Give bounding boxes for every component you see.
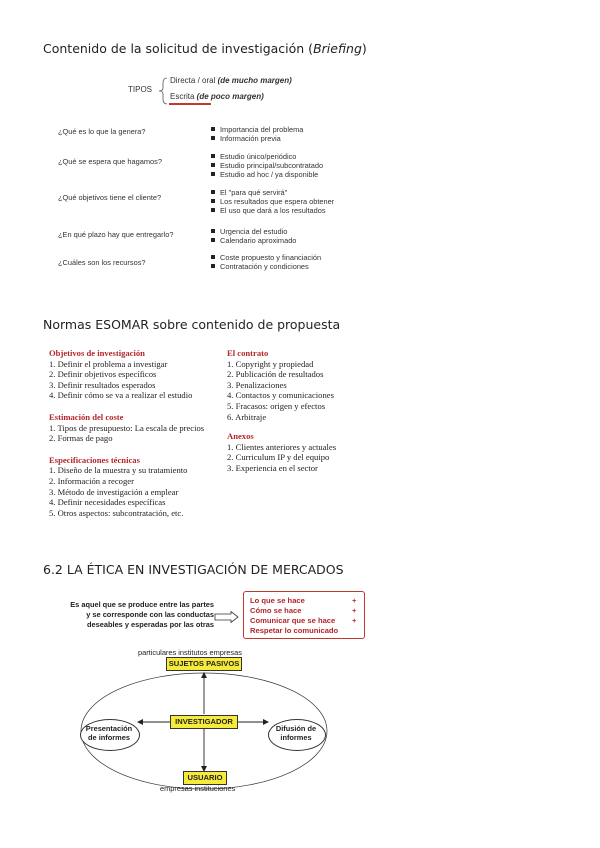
list-item [211, 262, 321, 271]
list-item-text: El uso que dará a los resultados [220, 206, 326, 215]
bottom-labels: empresas instituciones [160, 784, 236, 793]
tipos-underline [169, 103, 211, 105]
answer-list-2 [211, 152, 323, 179]
question-1: ¿Qué es lo que la genera? [58, 127, 146, 136]
list-item-text: Estudio ad hoc / ya disponible [220, 170, 319, 179]
tipos-label: TIPOS [128, 85, 153, 94]
list-item [211, 197, 334, 206]
list-item: 5. Otros aspectos: subcontratación, etc. [49, 507, 184, 518]
tipos-item-1-note: (de mucho margen) [217, 76, 292, 85]
question-3: ¿Qué objetivos tiene el cliente? [58, 193, 162, 202]
tipos-item-2 [170, 92, 264, 101]
definition-line: Es aquel que se produce entre las partes [70, 600, 214, 609]
sujetos-pasivos-box: SUJETOS PASIVOS [166, 657, 242, 671]
list-item: 2. Publicación de resultados [227, 369, 324, 380]
difusion-label [268, 724, 324, 742]
list-item-text: Información previa [220, 134, 281, 143]
list-item [211, 236, 296, 245]
section2-title: Normas ESOMAR sobre contenido de propuesta [43, 317, 341, 332]
esomar-heading-objetivos: Objetivos de investigación [49, 348, 145, 358]
section1-title-plain: Contenido de la solicitud de investigación ( [43, 41, 314, 56]
section1-title [43, 41, 367, 56]
esomar-left-column [49, 348, 204, 518]
list-item-text: Calendario aproximado [220, 236, 297, 245]
answer-list-1 [211, 125, 303, 143]
list-item-text: Coste propuesto y financiación [220, 253, 322, 262]
tipos-item-1 [170, 76, 292, 85]
plus-icon: + [352, 616, 357, 625]
list-item: 4. Definir cómo se va a realizar el estudio [49, 390, 193, 401]
esomar-right-column [227, 348, 336, 474]
list-item-text: Urgencia del estudio [220, 227, 288, 236]
ethics-box-lines [250, 596, 338, 636]
tipos-brace [157, 76, 171, 106]
section3-title: 6.2 LA ÉTICA EN INVESTIGACIÓN DE MERCADOS [43, 562, 344, 577]
node-line: Difusión de [275, 724, 317, 733]
list-item-text: Contratación y condiciones [220, 262, 309, 271]
list-item: 2. Definir objetivos específicos [49, 369, 157, 380]
list-item [211, 134, 303, 143]
tipos-item-2-text: Escrita [170, 92, 197, 101]
node-line: de informes [88, 733, 130, 742]
list-item [211, 188, 334, 197]
list-item: 1. Diseño de la muestra y su tratamiento [49, 465, 188, 476]
list-item: 4. Definir necesidades específicas [49, 497, 166, 508]
list-item: 4. Contactos y comunicaciones [227, 390, 334, 401]
tipos-item-1-text: Directa / oral [170, 76, 218, 85]
list-item [211, 125, 303, 134]
list-item: 2. Formas de pago [49, 433, 113, 444]
list-item-text: Importancia del problema [220, 125, 304, 134]
presentacion-label [80, 724, 138, 742]
list-item: 3. Penalizaciones [227, 379, 287, 390]
list-item: 3. Definir resultados esperados [49, 379, 156, 390]
esomar-heading-anexos: Anexos [227, 431, 254, 442]
list-item [211, 152, 323, 161]
double-arrow-icon [214, 611, 240, 623]
list-item-text: Estudio principal/subcontratado [220, 161, 324, 170]
answer-list-4 [211, 227, 296, 245]
ethics-line: Lo que se hace [250, 596, 305, 605]
list-item [211, 253, 321, 262]
list-item-text: Estudio único/periódico [220, 152, 297, 161]
node-line: Presentación [85, 724, 133, 733]
esomar-heading-especificaciones: Especificaciones técnicas [49, 454, 140, 465]
list-item: 5. Fracasos: origen y efectos [227, 400, 326, 411]
definition-line: deseables y esperadas por las otras [87, 620, 214, 629]
question-4: ¿En qué plazo hay que entregarlo? [58, 230, 174, 239]
usuario-box: USUARIO [183, 771, 227, 785]
list-item: 2. Curriculum IP y del equipo [227, 452, 330, 463]
plus-icon: + [352, 596, 357, 605]
tipos-item-2-note: (de poco margen) [196, 92, 264, 101]
ethics-line: Respetar lo comunicado [250, 626, 339, 635]
list-item: 6. Arbitraje [227, 411, 267, 422]
list-item: 3. Experiencia en el sector [227, 462, 318, 473]
list-item: 1. Clientes anteriores y actuales [227, 441, 337, 452]
section1-title-close: ) [361, 41, 367, 56]
node-line: informes [280, 733, 312, 742]
ethics-line: Comunicar que se hace [250, 616, 336, 625]
list-item-text: El "para qué servirá" [220, 188, 288, 197]
answer-list-3 [211, 188, 334, 215]
esomar-heading-contrato: El contrato [227, 348, 269, 358]
ethics-line: Cómo se hace [250, 606, 302, 615]
ethics-definition [36, 600, 214, 630]
definition-line: y se corresponde con las conductas [86, 610, 214, 619]
esomar-heading-coste: Estimación del coste [49, 411, 124, 422]
top-labels: particulares institutos empresas [138, 648, 242, 657]
list-item [211, 227, 296, 236]
question-5: ¿Cuáles son los recursos? [58, 258, 146, 267]
ethics-plus-column [352, 596, 356, 626]
list-item: 1. Definir el problema a investigar [49, 358, 168, 369]
list-item [211, 206, 334, 215]
plus-icon: + [352, 606, 357, 615]
question-2: ¿Qué se espera que hagamos? [58, 157, 162, 166]
investigador-box: INVESTIGADOR [170, 715, 238, 729]
list-item: 2. Información a recoger [49, 475, 134, 486]
list-item: 3. Método de investigación a emplear [49, 486, 179, 497]
answer-list-5 [211, 253, 321, 271]
list-item [211, 161, 323, 170]
list-item-text: Los resultados que espera obtener [220, 197, 335, 206]
list-item: 1. Copyright y propiedad [227, 358, 314, 369]
list-item: 1. Tipos de presupuesto: La escala de precios [49, 422, 205, 433]
list-item [211, 170, 323, 179]
section1-title-italic: Briefing [313, 41, 362, 56]
